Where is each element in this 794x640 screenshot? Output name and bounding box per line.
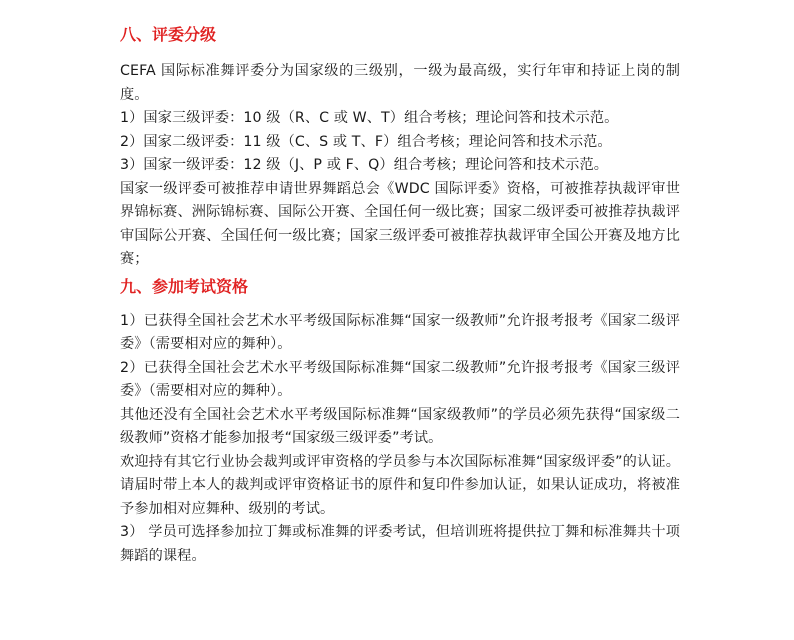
- judge-level-1-item: 3）国家一级评委：12 级（J、P 或 F、Q）组合考核；理论问答和技术示范。: [120, 157, 609, 173]
- document-page: [120, 24, 680, 568]
- eligibility-item-3: 3） 学员可选择参加拉丁舞或标准舞的评委考试，但培训班将提供拉丁舞和标准舞共十项舞蹈的课程。: [120, 524, 680, 564]
- eligibility-other-students: 其他还没有全国社会艺术水平考级国际标准舞“国家级教师”的学员必须先获得“国家级二级教师”资格才能参加报考“国家级三级评委”考试。: [120, 406, 680, 446]
- judge-level-3-item: 1）国家三级评委：10 级（R、C 或 W、T）组合考核；理论问答和技术示范。: [120, 110, 619, 126]
- judge-levels-intro: CEFA 国际标准舞评委分为国家级的三级别，一级为最高级，实行年审和持证上岗的制度。: [120, 63, 680, 103]
- section-heading-judge-levels: 八、评委分级: [120, 25, 217, 44]
- eligibility-other-associations: 欢迎持有其它行业协会裁判或评审资格的学员参与本次国际标准舞“国家级评委”的认证。请届时带上本人的裁判或评审资格证书的原件和复印件参加认证，如果认证成功，将被准予参加相对应舞种、级别的考试。: [120, 453, 680, 517]
- section-heading-exam-eligibility: 九、参加考试资格: [120, 276, 249, 296]
- judge-recommendation-paragraph: 国家一级评委可被推荐申请世界舞蹈总会《WDC 国际评委》资格，可被推荐执裁评审世界锦标赛、洲际锦标赛、国际公开赛、全国任何一级比赛；国家二级评委可被推荐执裁评审国际公开赛、全国任何一级比赛；国家三级评委可被推荐执裁评审全国公开赛及地方比赛；: [120, 180, 680, 267]
- eligibility-item-1: 1）已获得全国社会艺术水平考级国际标准舞“国家一级教师”允许报考报考《国家二级评委》（需要相对应的舞种）。: [120, 312, 680, 352]
- judge-level-2-item: 2）国家二级评委：11 级（C、S 或 T、F）组合考核；理论问答和技术示范。: [120, 133, 612, 150]
- eligibility-item-2: 2）已获得全国社会艺术水平考级国际标准舞“国家二级教师”允许报考报考《国家三级评委》（需要相对应的舞种）。: [120, 359, 680, 399]
